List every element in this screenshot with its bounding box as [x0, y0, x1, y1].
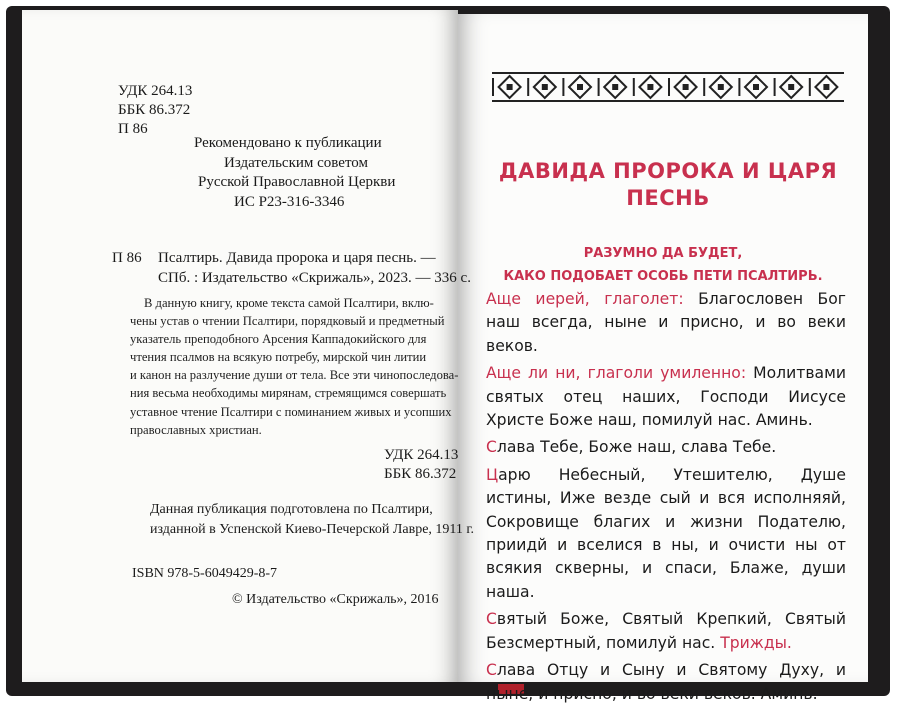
ornament-divider	[562, 78, 564, 96]
drop-initial: С	[486, 610, 497, 629]
recommendation-block	[192, 134, 396, 212]
biblio-line: СПб. : Издательство «Скрижаль», 2023. — 336 с.	[158, 270, 471, 286]
prayer-paragraph	[486, 608, 846, 655]
drop-initial: С	[486, 661, 497, 680]
catalog-codes	[118, 82, 192, 139]
ornament-center	[823, 84, 829, 90]
prayer-text	[486, 288, 846, 710]
title-line: ДАВИДА ПРОРОКА И ЦАРЯ	[498, 159, 838, 183]
annotation-line: В данную книгу, кроме текста самой Псалтири, вклю-	[144, 296, 434, 310]
catalog-codes-repeat	[384, 446, 458, 484]
author-mark: П 86	[118, 121, 148, 137]
annotation-line: чены устав о чтении Псалтири, порядковый и предметный	[130, 314, 445, 329]
prayer-line: лава Тебе, Боже наш, слава Тебе.	[496, 438, 777, 457]
bibliographic-record	[112, 248, 471, 288]
ornament-center	[788, 84, 794, 90]
prayer-line: арю Небесный, Утешителю, Душе истины, Иже везде сый и вся исполняяй, Сокровище благих и жизни Подателю, приидй и вселися в ны, и очисти ны от всякия скверны, и спаси, Блаже, души наша.	[486, 465, 846, 601]
rubric: Аще иерей, глаголет:	[486, 290, 684, 308]
ornament-center	[612, 84, 618, 90]
ornament-center	[718, 84, 724, 90]
udk-code: УДК 264.13	[118, 83, 193, 99]
copyright: © Издательство «Скрижаль», 2016	[232, 592, 439, 607]
prayer-line: лава Отцу и Сыну и Святому Духу, и ныне, и присно, и во веки веков. Аминь.	[486, 661, 846, 703]
recommendation-line: ИС Р23-316-3346	[234, 193, 345, 210]
ornament-divider	[703, 78, 705, 96]
prayer-paragraph	[486, 659, 846, 706]
ornament-divider	[492, 78, 494, 96]
isbn: ISBN 978-5-6049429-8-7	[132, 566, 278, 581]
prayer-paragraph	[486, 464, 846, 604]
recommendation-line: Издательским советом	[224, 154, 369, 171]
ornament-band	[492, 70, 844, 104]
annotation-line: указатель преподобного Арсения Каппадокийского для	[130, 332, 427, 347]
recommendation-line: Рекомендовано к публикации	[194, 135, 382, 151]
subtitle-line: РАЗУМНО ДА БУДЕТ,	[583, 246, 743, 261]
ornament-divider	[738, 78, 740, 96]
prayer-line: вятый Боже, Святый Крепкий, Святый Безсмертный, помилуй нас.	[486, 610, 846, 652]
ornament-divider	[809, 78, 811, 96]
title-line: ПЕСНЬ	[626, 186, 710, 210]
annotation-line: и канон на разлучение души от тела. Все эти чинопоследова-	[130, 368, 459, 383]
ornament-divider	[633, 78, 635, 96]
prayer-paragraph	[486, 362, 846, 432]
annotation-line: чтения псалмов на всякую потребу, мирской чин литии	[130, 350, 427, 365]
annotation-line: православных христиан.	[130, 422, 262, 437]
ornament-divider	[527, 78, 529, 96]
ornament-center	[542, 84, 548, 90]
psalter-subtitle	[478, 242, 848, 288]
biblio-code: П 86	[112, 250, 142, 266]
bbk-code: ББК 86.372	[384, 466, 457, 482]
ornament-rule-bottom	[492, 100, 844, 102]
bbk-code: ББК 86.372	[118, 102, 191, 118]
ornament-center	[683, 84, 689, 90]
recommendation-line: Русской Православной Церкви	[198, 174, 396, 190]
ornament-divider	[774, 78, 776, 96]
biblio-line: Псалтирь. Давида пророка и царя песнь. —	[158, 250, 436, 266]
ornament-center	[647, 84, 653, 90]
ornament-divider	[598, 78, 600, 96]
publication-note-line: изданной в Успенской Киево-Печерской Лавре, 1911 г.	[150, 522, 475, 537]
publication-note	[150, 500, 474, 540]
ornament-rule-top	[492, 72, 844, 74]
prayer-line: Молитвами святых отец наших, Господи Иисусе Христе Боже наш, помилуй нас. Аминь.	[486, 364, 846, 430]
prayer-paragraph	[486, 288, 846, 358]
prayer-line: Благословен Бог наш всегда, ныне и присно, и во веки веков.	[486, 290, 846, 355]
ornament-center	[507, 84, 513, 90]
prayer-paragraph	[486, 436, 846, 459]
publication-note-line: Данная публикация подготовлена по Псалтири,	[150, 502, 433, 517]
subtitle-line: КАКО ПОДОБАЕТ ОСОБЬ ПЕТИ ПСАЛТИРЬ.	[503, 269, 823, 284]
drop-initial: Ц	[486, 465, 499, 484]
annotation-line: уставное чтение Псалтири с поминанием живых и усопших	[130, 404, 452, 419]
rubric: Аще ли ни, глаголи умиленно:	[486, 364, 747, 383]
annotation	[130, 294, 460, 439]
annotation-line: ния весьма необходимы мирянам, стремящимся совершать	[130, 386, 447, 401]
udk-code: УДК 264.13	[384, 447, 459, 463]
ornament-divider	[668, 78, 670, 96]
rubric: Трижды.	[720, 633, 792, 652]
drop-initial: С	[486, 438, 497, 457]
ornament-center	[577, 84, 583, 90]
psalter-title	[492, 158, 844, 212]
ornament-center	[753, 84, 759, 90]
